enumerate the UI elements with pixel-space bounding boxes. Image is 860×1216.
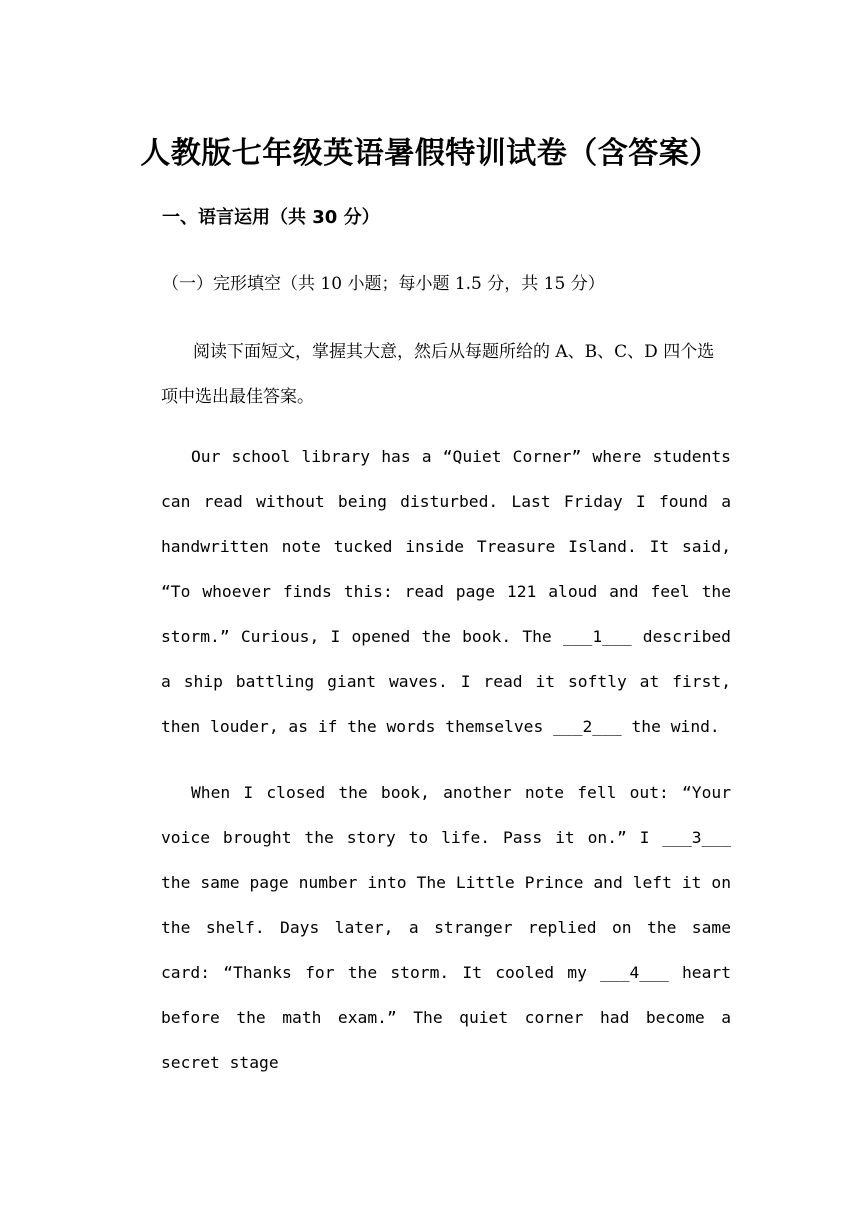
subsection-heading: （一）完形填空（共 10 小题；每小题 1.5 分，共 15 分） (162, 274, 605, 294)
instructions-text: 阅读下面短文，掌握其大意，然后从每题所给的 A、B、C、D 四个选项中选出最佳答案。 (161, 342, 715, 407)
passage-paragraph-1: Our school library has a “Quiet Corner” where students can read without being disturbed. Last Friday I found a handwritten note tucked inside Treasure Island. It said, “To whoever finds this: read page 121 aloud and feel the storm.” Curious, I opened the book. The ___1___ described a ship battling giant waves. I read it softly at first, then louder, as if the words themselves ___2___ the wind. (161, 447, 731, 736)
document-title: 人教版七年级英语暑假特训试卷（含答案） (140, 136, 720, 171)
passage-paragraph-2: When I closed the book, another note fell out: “Your voice brought the story to life. Pass it on.” I ___3___ the same page number into The Little Prince and left it on the shelf. Days later, a stranger replied on the same card: “Thanks for the storm. It cooled my ___4___ heart before the math exam.” The quiet corner had become a secret stage (161, 783, 731, 1072)
section-heading: 一、语言运用（共 30 分） (162, 207, 380, 228)
